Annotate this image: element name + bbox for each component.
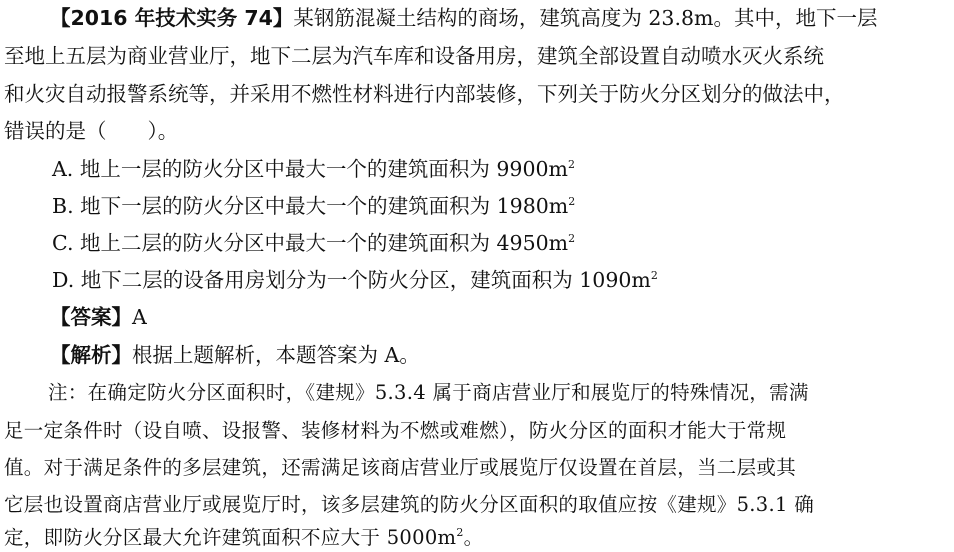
- answer-label: 答案: [70, 305, 112, 329]
- question-source-tag: 2016 年技术实务 74: [70, 6, 273, 30]
- tag-open-bracket: 【: [50, 6, 71, 30]
- note-line-3: 值。对于满足条件的多层建筑，还需满足该商店营业厅或展览厅仅设置在首层，当二层或其: [4, 456, 797, 479]
- analysis-open-bracket: 【: [50, 343, 71, 367]
- note-line-5-end: 。: [463, 526, 484, 549]
- option-d: [52, 266, 658, 294]
- answer-close-bracket: 】: [111, 305, 132, 329]
- question-text-1: 某钢筋混凝土结构的商场，建筑高度为 23.8m。其中，地下一层: [293, 6, 878, 30]
- analysis-text: 根据上题解析，本题答案为 A。: [132, 343, 420, 367]
- option-a-text: A. 地上一层的防火分区中最大一个的建筑面积为 9900m: [52, 157, 568, 181]
- option-a-sup: 2: [567, 158, 575, 171]
- note-line-1: 注：在确定防火分区面积时，《建规》5.3.4 属于商店营业厅和展览厅的特殊情况，需满: [48, 381, 809, 404]
- option-c-sup: 2: [568, 232, 576, 245]
- question-line-4: 错误的是（ ）。: [4, 119, 179, 143]
- note-line-4: 它层也设置商店营业厅或展览厅时，该多层建筑的防火分区面积的取值应按《建规》5.3.1 确: [4, 493, 815, 516]
- option-b-sup: 2: [568, 195, 576, 208]
- option-a: [52, 155, 575, 183]
- note-line-5: [4, 524, 483, 552]
- option-b: [52, 192, 575, 220]
- note-line-2: 足一定条件时（设自喷、设报警、装修材料为不燃或难燃），防火分区的面积才能大于常规: [4, 419, 787, 442]
- note-line-5-sup: 2: [456, 526, 464, 539]
- option-d-sup: 2: [650, 269, 658, 282]
- option-d-text: D. 地下二层的设备用房划分为一个防火分区，建筑面积为 1090m: [52, 268, 651, 292]
- option-c: [52, 229, 575, 257]
- question-line-3: 和火灾自动报警系统等，并采用不燃性材料进行内部装修，下列关于防火分区划分的做法中，: [4, 82, 845, 106]
- option-c-text: C. 地上二层的防火分区中最大一个的建筑面积为 4950m: [52, 231, 569, 255]
- answer-open-bracket: 【: [50, 305, 71, 329]
- analysis-label: 解析: [70, 343, 112, 367]
- tag-close-bracket: 】: [272, 6, 294, 30]
- analysis-close-bracket: 】: [111, 343, 132, 367]
- note-line-5-text: 定，即防火分区最大允许建筑面积不应大于 5000m: [4, 526, 457, 549]
- option-b-text: B. 地下一层的防火分区中最大一个的建筑面积为 1980m: [52, 194, 569, 218]
- question-line-2: 至地上五层为商业营业厅，地下二层为汽车库和设备用房，建筑全部设置自动喷水灭火系统: [4, 44, 824, 68]
- answer-line: [50, 303, 147, 331]
- answer-value: A: [132, 305, 147, 329]
- question-line-1: [50, 4, 877, 32]
- analysis-line: [50, 341, 420, 369]
